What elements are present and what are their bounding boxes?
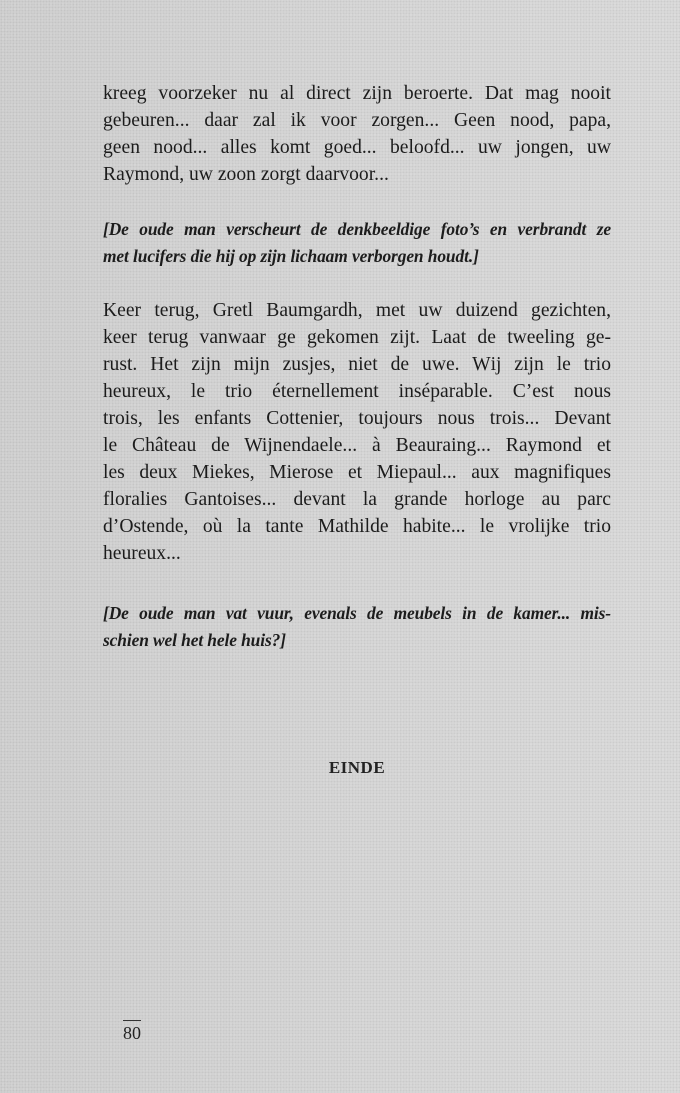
text-line: geen nood... alles komt goed... beloofd... uw jongen, uw xyxy=(103,137,611,158)
text-line: gebeuren... daar zal ik voor zorgen... Geen nood, papa, xyxy=(103,110,611,131)
text-line: schien wel het hele huis?] xyxy=(103,630,286,650)
text-line: trois, les enfants Cottenier, toujours nous trois... Devant xyxy=(103,408,611,429)
text-line: met lucifers die hij op zijn lichaam verborgen houdt.] xyxy=(103,246,479,266)
text-line: heureux... xyxy=(103,543,181,564)
page-number: 80 xyxy=(123,1020,141,1043)
text-line: d’Ostende, où la tante Mathilde habite... le vrolijke trio xyxy=(103,516,611,537)
text-line: Raymond, uw zoon zorgt daarvoor... xyxy=(103,164,389,185)
text-line: rust. Het zijn mijn zusjes, niet de uwe. Wĳ zijn le trio xyxy=(103,354,611,375)
paragraph-monologue-1 xyxy=(103,80,611,188)
text-line: keer terug vanwaar ge gekomen zijt. Laat de tweeling ge- xyxy=(103,327,611,348)
text-line: floralies Gantoises... devant la grande horloge au parc xyxy=(103,489,611,510)
text-line: kreeg voorzeker nu al direct zijn beroerte. Dat mag nooit xyxy=(103,83,611,104)
text-line: le Château de Wijnendaele... à Beauraing... Raymond et xyxy=(103,435,611,456)
text-line: [De oude man verscheurt de denkbeeldige foto’s en verbrandt ze xyxy=(103,219,611,239)
stage-direction-2 xyxy=(103,600,611,654)
text-line: les deux Miekes, Mierose et Miepaul... aux magnifiques xyxy=(103,462,611,483)
text-line: heureux, le trio éternellement inséparable. C’est nous xyxy=(103,381,611,402)
text-line: [De oude man vat vuur, evenals de meubels in de kamer... mis- xyxy=(103,603,611,623)
paragraph-monologue-2 xyxy=(103,297,611,567)
end-label: EINDE xyxy=(328,758,386,777)
text-line: Keer terug, Gretl Baumgardh, met uw duizend gezichten, xyxy=(103,300,611,321)
book-page xyxy=(103,0,611,1093)
stage-direction-1 xyxy=(103,216,611,270)
